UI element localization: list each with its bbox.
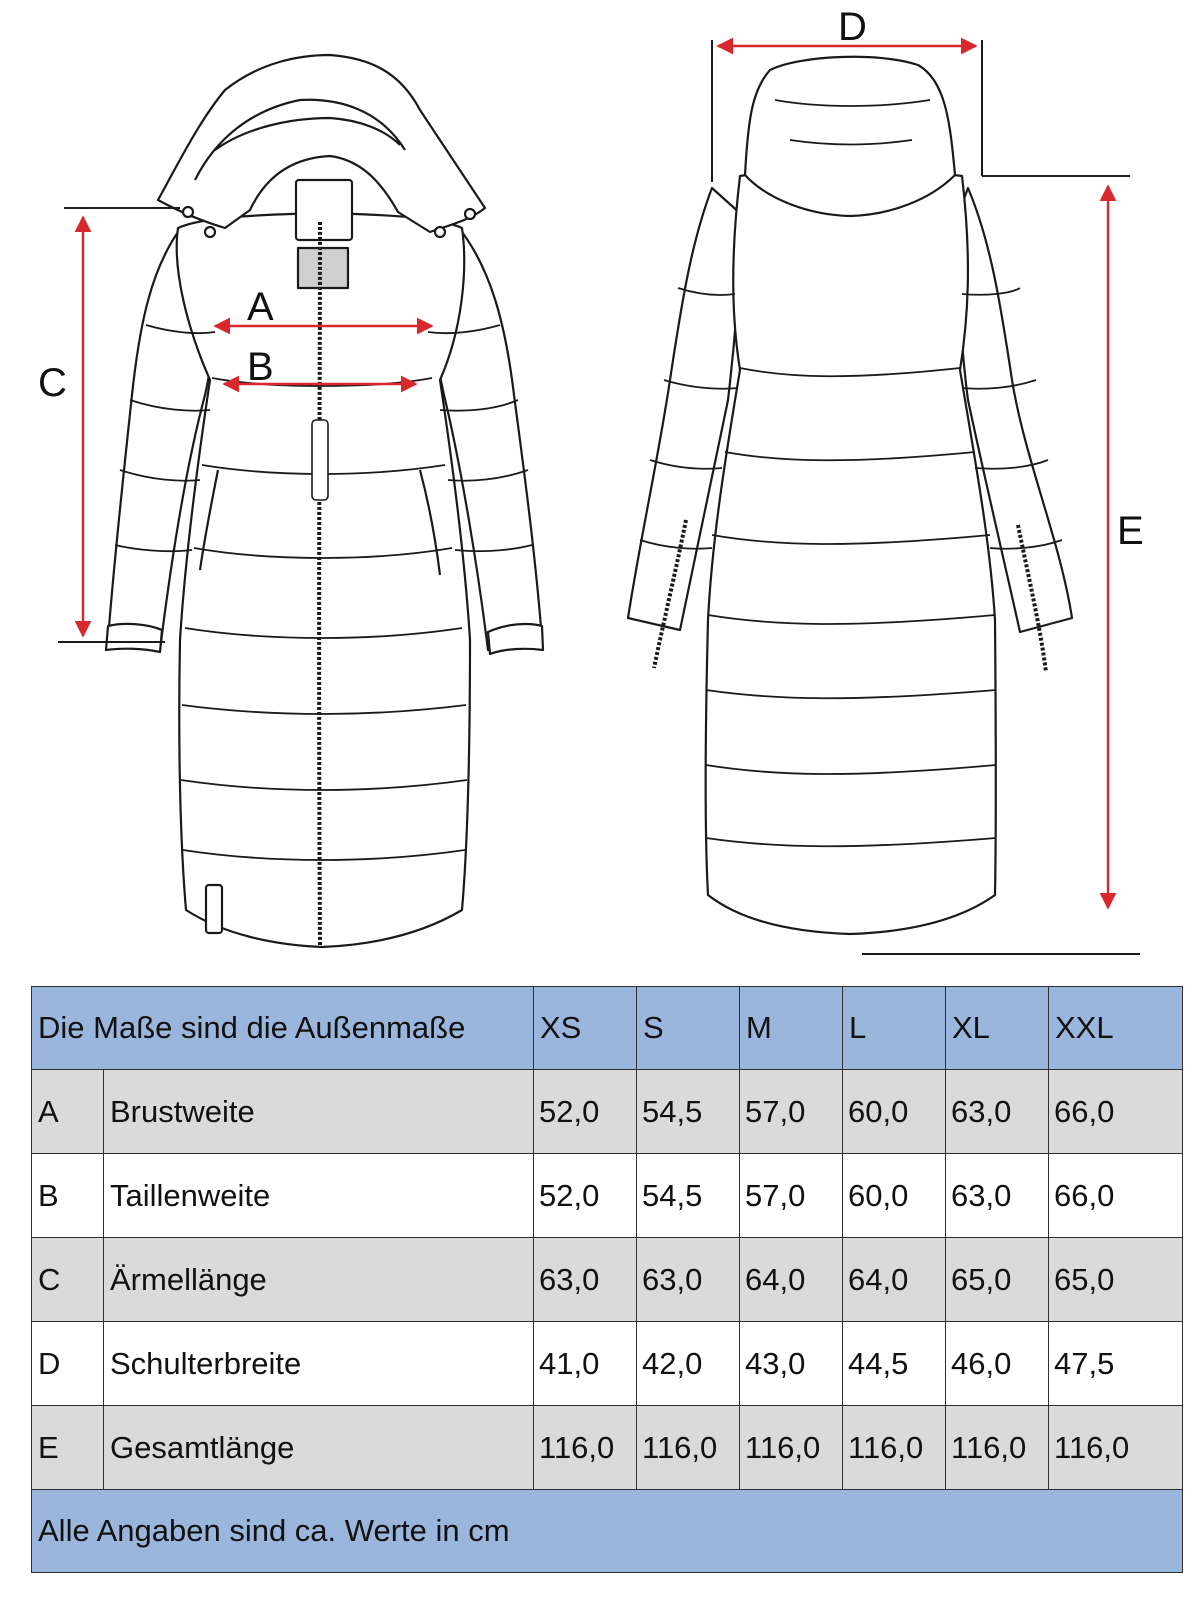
front-left-cuff	[106, 624, 162, 652]
back-hood	[745, 57, 955, 216]
row-value-xl: 65,0	[946, 1238, 1049, 1322]
table-header-row	[32, 987, 1183, 1070]
row-value-xs: 116,0	[534, 1406, 637, 1490]
row-value-xs: 52,0	[534, 1154, 637, 1238]
dimension-label-b: B	[247, 345, 274, 389]
row-value-xxl: 65,0	[1049, 1238, 1183, 1322]
row-value-xxl: 66,0	[1049, 1070, 1183, 1154]
row-value-m: 57,0	[740, 1154, 843, 1238]
row-value-xxl: 66,0	[1049, 1154, 1183, 1238]
size-header-m: M	[740, 987, 843, 1070]
collar-label	[296, 180, 352, 240]
zipper-pull-tab	[312, 420, 328, 500]
row-measurement-name: Ärmellänge	[104, 1238, 534, 1322]
row-value-xs: 63,0	[534, 1238, 637, 1322]
table-footer-row	[32, 1490, 1183, 1573]
row-value-xxl: 47,5	[1049, 1322, 1183, 1406]
dimension-label-e: E	[1117, 509, 1144, 553]
row-code: E	[32, 1406, 104, 1490]
size-header-l: L	[843, 987, 946, 1070]
table-row	[32, 1070, 1183, 1154]
hem-label	[206, 885, 222, 933]
table-row	[32, 1406, 1183, 1490]
front-body	[177, 213, 470, 947]
table-header-label: Die Maße sind die Außenmaße	[32, 987, 534, 1070]
row-code: B	[32, 1154, 104, 1238]
collar-snap-right	[465, 209, 475, 219]
size-chart-table	[31, 986, 1183, 1573]
row-measurement-name: Taillenweite	[104, 1154, 534, 1238]
back-body	[706, 170, 996, 934]
row-value-m: 64,0	[740, 1238, 843, 1322]
row-value-s: 116,0	[637, 1406, 740, 1490]
row-value-xxl: 116,0	[1049, 1406, 1183, 1490]
row-code: A	[32, 1070, 104, 1154]
size-header-xs: XS	[534, 987, 637, 1070]
collar-snap-left	[183, 207, 193, 217]
row-value-s: 42,0	[637, 1322, 740, 1406]
row-code: C	[32, 1238, 104, 1322]
table-row	[32, 1154, 1183, 1238]
row-value-xl: 46,0	[946, 1322, 1049, 1406]
dimension-label-c: C	[38, 361, 67, 405]
row-value-xs: 41,0	[534, 1322, 637, 1406]
row-value-l: 60,0	[843, 1154, 946, 1238]
row-value-xs: 52,0	[534, 1070, 637, 1154]
row-value-m: 43,0	[740, 1322, 843, 1406]
jacket-front-view	[106, 55, 543, 947]
row-value-s: 63,0	[637, 1238, 740, 1322]
row-value-m: 116,0	[740, 1406, 843, 1490]
row-measurement-name: Schulterbreite	[104, 1322, 534, 1406]
row-value-l: 116,0	[843, 1406, 946, 1490]
row-value-s: 54,5	[637, 1154, 740, 1238]
row-value-xl: 63,0	[946, 1154, 1049, 1238]
table-row	[32, 1238, 1183, 1322]
size-header-xxl: XXL	[1049, 987, 1183, 1070]
row-value-s: 54,5	[637, 1070, 740, 1154]
jacket-back-view	[628, 57, 1072, 934]
collar-snap-right-2	[435, 227, 445, 237]
size-header-xl: XL	[946, 987, 1049, 1070]
collar-snap-left-2	[205, 227, 215, 237]
table-body	[32, 1070, 1183, 1490]
dimension-label-d: D	[838, 5, 867, 49]
row-value-xl: 63,0	[946, 1070, 1049, 1154]
row-value-l: 60,0	[843, 1070, 946, 1154]
row-value-xl: 116,0	[946, 1406, 1049, 1490]
row-code: D	[32, 1322, 104, 1406]
front-right-cuff	[488, 624, 543, 654]
row-value-m: 57,0	[740, 1070, 843, 1154]
table-row	[32, 1322, 1183, 1406]
row-value-l: 44,5	[843, 1322, 946, 1406]
dimension-label-a: A	[247, 285, 274, 329]
size-header-s: S	[637, 987, 740, 1070]
inner-mesh-patch	[298, 248, 348, 288]
row-measurement-name: Gesamtlänge	[104, 1406, 534, 1490]
table-footer-note: Alle Angaben sind ca. Werte in cm	[32, 1490, 1183, 1573]
row-value-l: 64,0	[843, 1238, 946, 1322]
row-measurement-name: Brustweite	[104, 1070, 534, 1154]
